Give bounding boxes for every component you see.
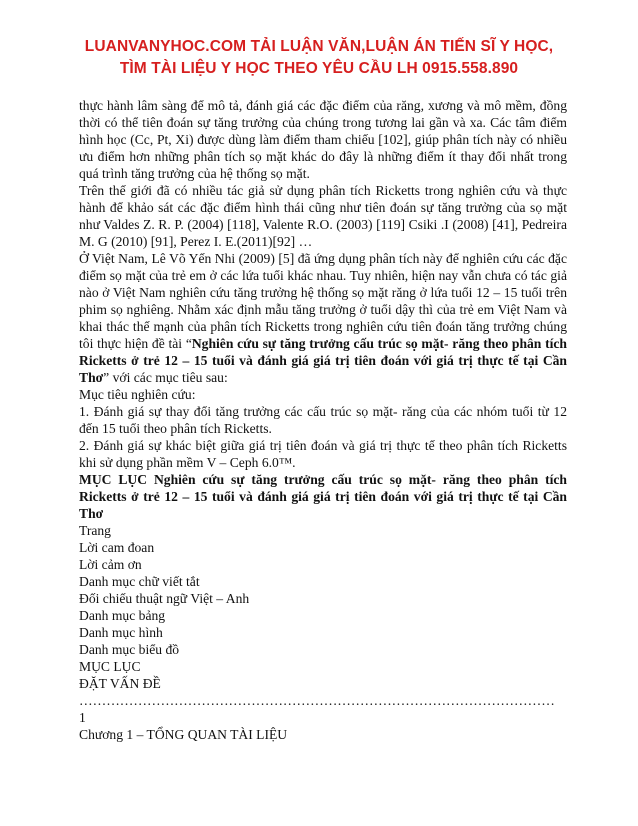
- toc-page-number: 1: [79, 710, 86, 725]
- toc-leader-dots: ……………………………………………………………………………………………: [79, 693, 555, 708]
- toc-title: MỤC LỤC Nghiên cứu sự tăng trưởng cấu trúc sọ mặt- răng theo phân tích Ricketts ở trẻ 12 – 15 tuổi và đánh giá giá trị tiên đoán với giá trị thực tế tại Cần Thơ: [79, 472, 567, 521]
- toc-item-figures[interactable]: Danh mục hình: [79, 625, 163, 640]
- banner-line-2: TÌM TÀI LIỆU Y HỌC THEO YÊU CẦU LH 0915.558.890: [119, 60, 519, 77]
- paragraph-ricketts-intro: thực hành lâm sàng để mô tả, đánh giá các đặc điểm của răng, xương và mô mềm, đồng thời có thể tiên đoán sự tăng trưởng của chúng trong tương lai gần và xa. Các tâm điểm hình học (Cc, Pt, Xi) được dùng làm điểm tham chiếu [102], giúp phân tích này có nhiều ưu điểm hơn những phân tích sọ mặt khác do đây là những điểm ít thay đổi nhất trong quá trình tăng trưởng của hệ thống sọ mặt.: [79, 98, 567, 181]
- toc-item-contents[interactable]: MỤC LỤC: [79, 659, 141, 674]
- goal-1: 1. Đánh giá sự thay đổi tăng trưởng các cấu trúc sọ mặt- răng của các nhóm tuổi từ 12 đến 15 tuổi theo phân tích Ricketts.: [79, 404, 567, 436]
- banner-line-1: LUANVANYHOC.COM TẢI LUẬN VĂN,LUẬN ÁN TIẾN SĨ Y HỌC,: [84, 38, 554, 55]
- toc-item-charts[interactable]: Danh mục biểu đồ: [79, 642, 180, 657]
- paragraph-vietnam-tail: ” với các mục tiêu sau:: [103, 370, 228, 385]
- toc-item-acknowledgements[interactable]: Lời cảm ơn: [79, 557, 142, 572]
- toc-item-declaration[interactable]: Lời cam đoan: [79, 540, 155, 555]
- site-banner: [40, 36, 598, 80]
- thesis-title: Nghiên cứu sự tăng trưởng cấu trúc sọ mặt- răng theo phân tích Ricketts ở trẻ 12 – 15 tuổi và đánh giá giá trị tiên đoán với giá trị thực tế tại Cần Thơ: [79, 336, 567, 385]
- paragraph-vietnam-text: Ở Việt Nam, Lê Võ Yến Nhi (2009) [5] đã ứng dụng phân tích này để nghiên cứu các đặc điểm sọ mặt của trẻ em ở các lứa tuổi khác nhau. Tuy nhiên, hiện nay vẫn chưa có tác giả nào ở Việt Nam nghiên cứu tăng trưởng hệ thống sọ mặt răng ở lứa tuổi 12 – 15 tuổi trên phim sọ nghiêng. Nhằm xác định mẫu tăng trưởng ở tuổi dậy thì của trẻ em Việt Nam và khai thác thế mạnh của phân tích Ricketts trong nghiên cứu tiên đoán tăng trưởng chúng tôi thực hiện đề tài “: [79, 251, 567, 351]
- toc-item-tables[interactable]: Danh mục bảng: [79, 608, 166, 623]
- paragraph-world-studies: Trên thế giới đã có nhiều tác giả sử dụng phân tích Ricketts trong nghiên cứu và thực hành để khảo sát các đặc điểm hình thái cũng như tiên đoán sự tăng trưởng của sọ mặt như Valdes Z. R. P. (2004) [118], Valente R.O. (2003) [119] Csiki .I (2008) [41], Pedreira M. G (2010) [91], Perez I. E.(2011)[92] …: [79, 183, 567, 249]
- goals-heading: Mục tiêu nghiên cứu:: [79, 387, 196, 402]
- toc-item-page: Trang: [79, 523, 111, 538]
- toc-item-glossary[interactable]: Đối chiếu thuật ngữ Việt – Anh: [79, 591, 250, 606]
- toc-item-abbreviations[interactable]: Danh mục chữ viết tắt: [79, 574, 200, 589]
- toc-item-introduction[interactable]: ĐẶT VẤN ĐỀ: [79, 676, 161, 691]
- goal-2: 2. Đánh giá sự khác biệt giữa giá trị tiên đoán và giá trị thực tế theo phân tích Ricketts khi sử dụng phần mềm V – Ceph 6.0™.: [79, 438, 567, 470]
- toc-item-chapter-1[interactable]: Chương 1 – TỔNG QUAN TÀI LIỆU: [79, 727, 288, 742]
- document-body: [79, 97, 567, 743]
- paragraph-vietnam-studies: [79, 250, 567, 386]
